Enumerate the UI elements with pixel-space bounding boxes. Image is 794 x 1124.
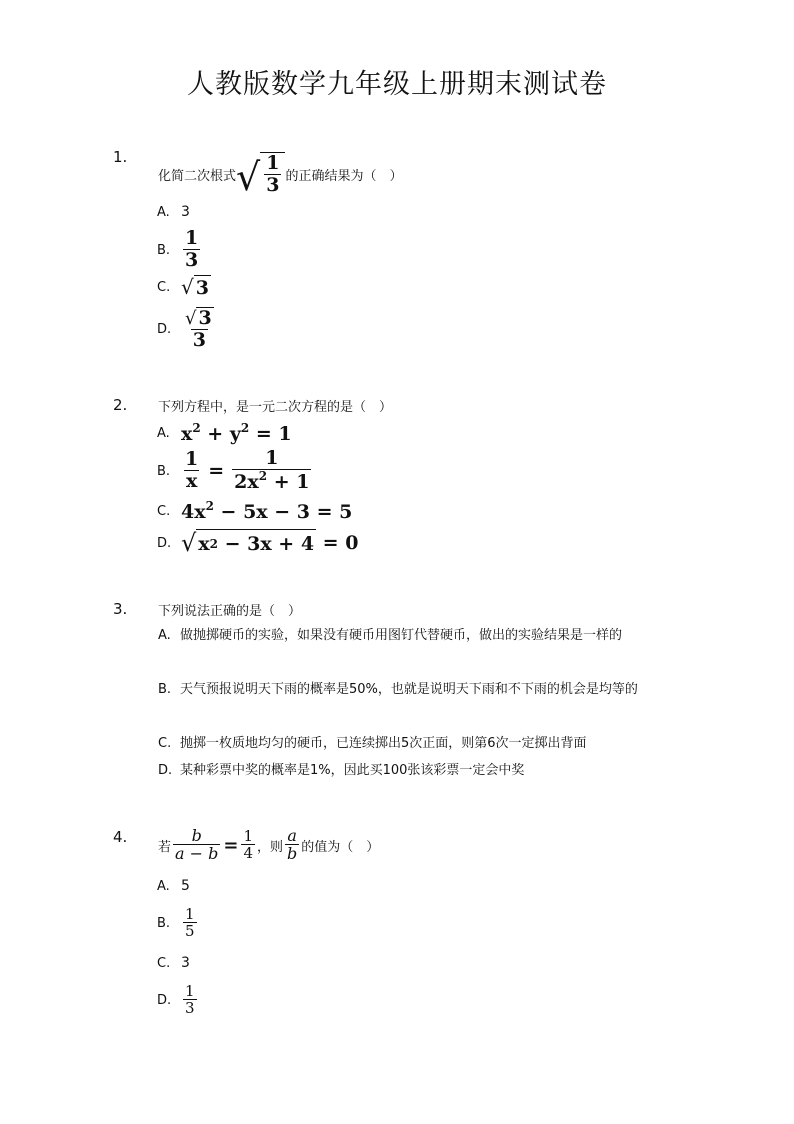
stem-text: 的值为（ ） — [301, 839, 380, 855]
option-label: A. — [157, 878, 170, 894]
sqrt-expression — [185, 307, 214, 329]
option-c[interactable] — [157, 498, 352, 524]
fraction — [183, 906, 197, 941]
option-label: D. — [157, 992, 172, 1008]
fraction — [285, 827, 299, 864]
fraction — [173, 827, 220, 864]
stem-text: 若 — [158, 839, 172, 855]
equation: $4x^2 - 5x - 3 = 5$ — [181, 499, 353, 523]
stem-text: ，则 — [257, 839, 284, 855]
option-label: A. — [158, 628, 171, 643]
option-b[interactable] — [157, 226, 202, 274]
equals-sign: = — [223, 834, 239, 856]
fraction — [232, 448, 311, 494]
option-b[interactable] — [158, 676, 698, 703]
option-c[interactable] — [157, 274, 211, 300]
question-number: 2. — [113, 396, 128, 414]
option-label: C. — [157, 279, 171, 295]
option-label: B. — [157, 915, 171, 931]
option-label: C. — [158, 736, 172, 751]
option-label: D. — [157, 535, 172, 551]
radicand: 3 — [195, 276, 209, 299]
numerator: 1 — [266, 151, 280, 174]
option-label: D. — [157, 321, 172, 337]
fraction — [264, 153, 281, 197]
option-text: 做抛掷硬币的实验，如果没有硬币用图钉代替硬币，做出的实验结果是一样的 — [180, 628, 623, 643]
option-label: B. — [157, 463, 171, 479]
option-a[interactable] — [157, 202, 190, 222]
option-label: B. — [157, 242, 171, 258]
question-stem — [158, 146, 402, 202]
option-value: 3 — [181, 955, 190, 971]
fraction — [183, 983, 197, 1018]
option-label: D. — [158, 763, 173, 778]
fraction — [183, 228, 200, 272]
option-a[interactable] — [157, 876, 190, 896]
fraction — [183, 307, 216, 352]
sqrt-expression — [236, 151, 285, 200]
denominator: x — [185, 470, 198, 493]
denominator: b — [287, 844, 298, 864]
denominator: 4 — [243, 844, 254, 863]
option-d[interactable] — [157, 302, 218, 356]
denominator: 3 — [192, 328, 206, 351]
equals-sign: = — [208, 460, 225, 482]
denominator: 3 — [185, 999, 195, 1018]
numerator: 1 — [185, 981, 195, 1000]
option-d[interactable] — [157, 977, 199, 1023]
stem-text: 下列说法正确的是（ ） — [158, 603, 302, 619]
equation: √ x 2 − 3x + 4 = 0 — [181, 529, 359, 557]
radical-sign: √ — [181, 529, 197, 557]
radical-sign: √ — [185, 307, 197, 329]
question-number: 3. — [113, 600, 128, 618]
denominator: 3 — [185, 249, 199, 272]
denominator: a − b — [175, 844, 219, 864]
option-b[interactable] — [157, 900, 199, 946]
denominator: $2x^2 + 1$ — [234, 469, 310, 494]
numerator: a — [287, 825, 297, 845]
question-number: 1. — [113, 148, 128, 166]
option-value: 3 — [181, 204, 190, 220]
question-stem — [158, 822, 379, 868]
option-d[interactable] — [157, 528, 358, 558]
option-label: C. — [157, 503, 171, 519]
option-text: 天气预报说明天下雨的概率是50%，也就是说明天下雨和不下雨的机会是均等的 — [180, 682, 638, 697]
option-text: 某种彩票中奖的概率是1%，因此买100张该彩票一定会中奖 — [180, 763, 525, 778]
sqrt-expression: √ x 2 − 3x + 4 — [181, 529, 315, 557]
numerator: 1 — [265, 447, 279, 470]
option-value: 5 — [181, 878, 190, 894]
option-label: A. — [157, 425, 170, 441]
question-stem — [158, 394, 392, 416]
numerator: 1 — [185, 904, 195, 923]
option-text: 抛掷一枚质地均匀的硬币，已连续掷出5次正面，则第6次一定掷出背面 — [180, 736, 587, 751]
option-label: B. — [158, 682, 172, 697]
stem-text: 的正确结果为（ ） — [285, 168, 403, 184]
radical-sign: √ — [236, 155, 261, 200]
sqrt-expression — [181, 275, 211, 299]
numerator: 1 — [185, 448, 199, 471]
denominator: 5 — [185, 922, 195, 941]
fraction — [183, 449, 200, 493]
option-d[interactable] — [158, 757, 698, 784]
question-number: 4. — [113, 828, 128, 846]
option-label: C. — [157, 955, 171, 971]
option-b[interactable] — [157, 446, 313, 496]
page-title: 人教版数学九年级上册期末测试卷 — [187, 69, 607, 100]
option-c[interactable] — [157, 953, 190, 973]
stem-text: 化简二次根式 — [158, 168, 237, 184]
question-stem — [158, 598, 301, 620]
stem-text: 下列方程中，是一元二次方程的是（ ） — [158, 399, 393, 415]
numerator: b — [191, 825, 202, 845]
option-c[interactable] — [158, 730, 698, 757]
option-label: A. — [157, 204, 170, 220]
radical-sign: √ — [181, 275, 194, 299]
fraction — [241, 828, 255, 863]
equation: $x^2 + y^2 = 1$ — [181, 421, 292, 445]
numerator: 1 — [185, 227, 199, 250]
radicand: 3 — [198, 306, 212, 329]
option-a[interactable] — [158, 622, 698, 649]
option-a[interactable] — [157, 420, 292, 446]
numerator: 1 — [243, 826, 254, 845]
denominator: 3 — [266, 173, 280, 196]
